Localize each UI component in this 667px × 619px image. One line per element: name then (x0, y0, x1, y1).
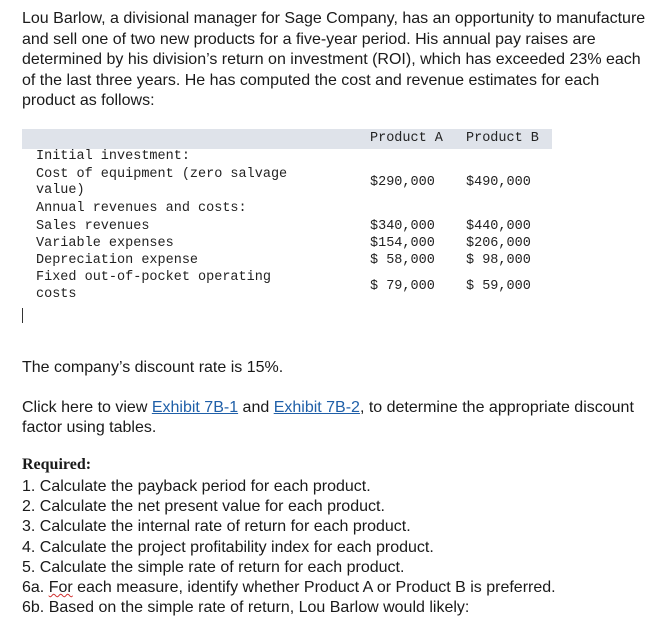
table-row (22, 219, 552, 236)
list-item (22, 578, 662, 598)
value-product-a: $ 58,000 (370, 253, 435, 268)
table-row (22, 270, 552, 304)
value-product-a: $ 79,000 (370, 279, 435, 294)
table-header (22, 129, 552, 149)
list-item: 5. Calculate the simple rate of return for each product. (22, 558, 405, 576)
value-product-b: $440,000 (466, 219, 531, 234)
header-product-a: Product A (370, 131, 443, 146)
value-product-a: $290,000 (370, 175, 435, 190)
exhibit-paragraph (22, 398, 652, 438)
list-item: 1. Calculate the payback period for each product. (22, 478, 371, 495)
intro-paragraph: Lou Barlow, a divisional manager for Sage Company, has an opportunity to manufacture and sell one of two new products for a five-year period. His annual pay raises are determined by his division’s return on investment (ROI), which has exceeded 23% each of the last three years. He has computed the cost and revenue estimates for each product as follows: (22, 10, 646, 109)
cost-revenue-table (22, 129, 552, 304)
value-product-b: $206,000 (466, 236, 531, 251)
item-6a-text: each measure, identify whether Product A or Product B is preferred. (72, 579, 556, 597)
exhibit-7b-2-link[interactable]: Exhibit 7B-2 (273, 399, 360, 416)
value-product-b: $ 59,000 (466, 279, 531, 294)
list-item: 3. Calculate the internal rate of return for each product. (22, 518, 411, 536)
required-list (22, 477, 662, 618)
row-label-cont: costs (36, 287, 77, 302)
list-item: 2. Calculate the net present value for each product. (22, 498, 385, 516)
row-label-cont: value) (36, 183, 85, 198)
table-row (22, 253, 552, 270)
row-label: Annual revenues and costs: (36, 201, 247, 216)
discount-rate-text: The company’s discount rate is 15%. (22, 359, 284, 376)
exhibit-prefix: Click here to view (22, 399, 152, 416)
spellcheck-word: For (48, 579, 73, 597)
header-product-b: Product B (466, 131, 539, 146)
text-cursor (22, 308, 23, 323)
row-label: Initial investment: (36, 149, 190, 164)
row-label: Cost of equipment (zero salvage (36, 167, 288, 182)
table-row (22, 236, 552, 253)
value-product-a: $154,000 (370, 236, 435, 251)
exhibit-suffix: , to determine the appropriate discount factor using tables. (22, 399, 634, 436)
table-row (22, 167, 552, 201)
list-item: 4. Calculate the project profitability index for each product. (22, 538, 434, 556)
item-6a-prefix: 6a. (22, 579, 49, 597)
row-label: Fixed out-of-pocket operating (36, 270, 271, 285)
list-item: 6b. Based on the simple rate of return, Lou Barlow would likely: (22, 599, 470, 617)
value-product-a: $340,000 (370, 219, 435, 234)
row-label: Variable expenses (36, 236, 174, 251)
value-product-b: $ 98,000 (466, 253, 531, 268)
exhibit-7b-1-link[interactable]: Exhibit 7B-1 (151, 399, 239, 416)
exhibit-middle: and (238, 399, 274, 416)
table-row (22, 149, 552, 167)
value-product-b: $490,000 (466, 175, 531, 190)
table-row (22, 201, 552, 219)
required-heading: Required: (22, 456, 92, 473)
row-label: Depreciation expense (36, 253, 199, 268)
row-label: Sales revenues (36, 219, 150, 234)
